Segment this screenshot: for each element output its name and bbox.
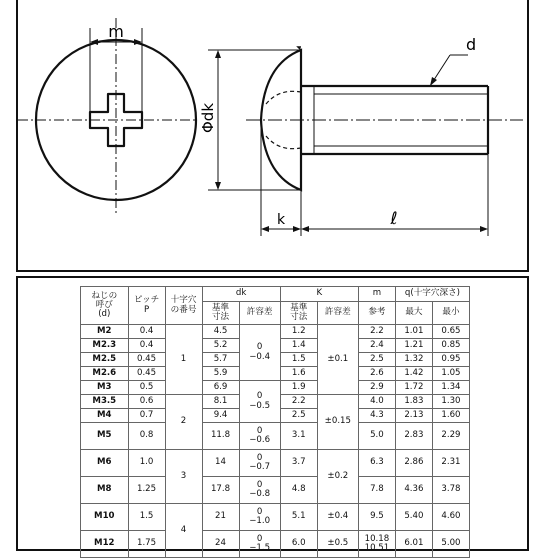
dk-label: Φdk [199,102,217,134]
table-row: M3 0.5 6.9 0 −0.5 1.9 2.9 1.72 1.34 [81,381,470,395]
header-cross-no: 十字穴 の番号 [165,287,202,325]
header-pitch: ピッチ P [128,287,165,325]
table-row: M3.5 0.6 2 8.1 2.2 ±0.15 4.0 1.83 1.30 [81,395,470,409]
table-row: M2.6 0.45 5.9 1.6 2.6 1.42 1.05 [81,367,470,381]
screw-drawing [18,0,531,274]
header-dk: dk [202,287,280,302]
header-k-std: 基準 寸法 [280,302,317,325]
l-label: ℓ [390,209,398,229]
header-dk-std: 基準 寸法 [202,302,239,325]
header-q-max: 最大 [395,302,432,325]
header-m-ref: 参考 [358,302,395,325]
dimension-table [80,286,470,558]
drawing-panel [16,0,529,272]
table-row: M12 1.75 24 0 −1.5 6.0 ±0.5 10.18 10.51 6.01 5.00 [81,531,470,558]
table-panel [16,276,529,551]
table-row: M2.3 0.4 5.2 1.4 2.4 1.21 0.85 [81,339,470,353]
table-row: M10 1.5 4 21 0 −1.0 5.1 ±0.4 9.5 5.40 4.60 [81,504,470,531]
table-row: M2 0.4 1 4.5 0 −0.4 1.2 ±0.1 2.2 1.01 0.65 [81,325,470,339]
header-q: q(十字穴深さ) [395,287,469,302]
k-label: k [276,212,286,228]
d-label: d [466,35,477,54]
m-label: m [108,22,124,41]
table-row: M2.5 0.45 5.7 1.5 2.5 1.32 0.95 [81,353,470,367]
header-k-tol: 許容差 [317,302,358,325]
recess-hidden-line [266,91,301,104]
header-size: ねじの 呼び (d) [81,287,129,325]
header-dk-tol: 許容差 [239,302,280,325]
header-m: m [358,287,395,302]
table-row: M8 1.25 17.8 0 −0.8 4.8 7.8 4.36 3.78 [81,477,470,504]
table-row: M6 1.0 3 14 0 −0.7 3.7 ±0.2 6.3 2.86 2.31 [81,450,470,477]
header-k: K [280,287,358,302]
table-row: M4 0.7 9.4 2.5 4.3 2.13 1.60 [81,409,470,423]
header-q-min: 最小 [432,302,469,325]
table-row: M5 0.8 11.8 0 −0.6 3.1 5.0 2.83 2.29 [81,423,470,450]
